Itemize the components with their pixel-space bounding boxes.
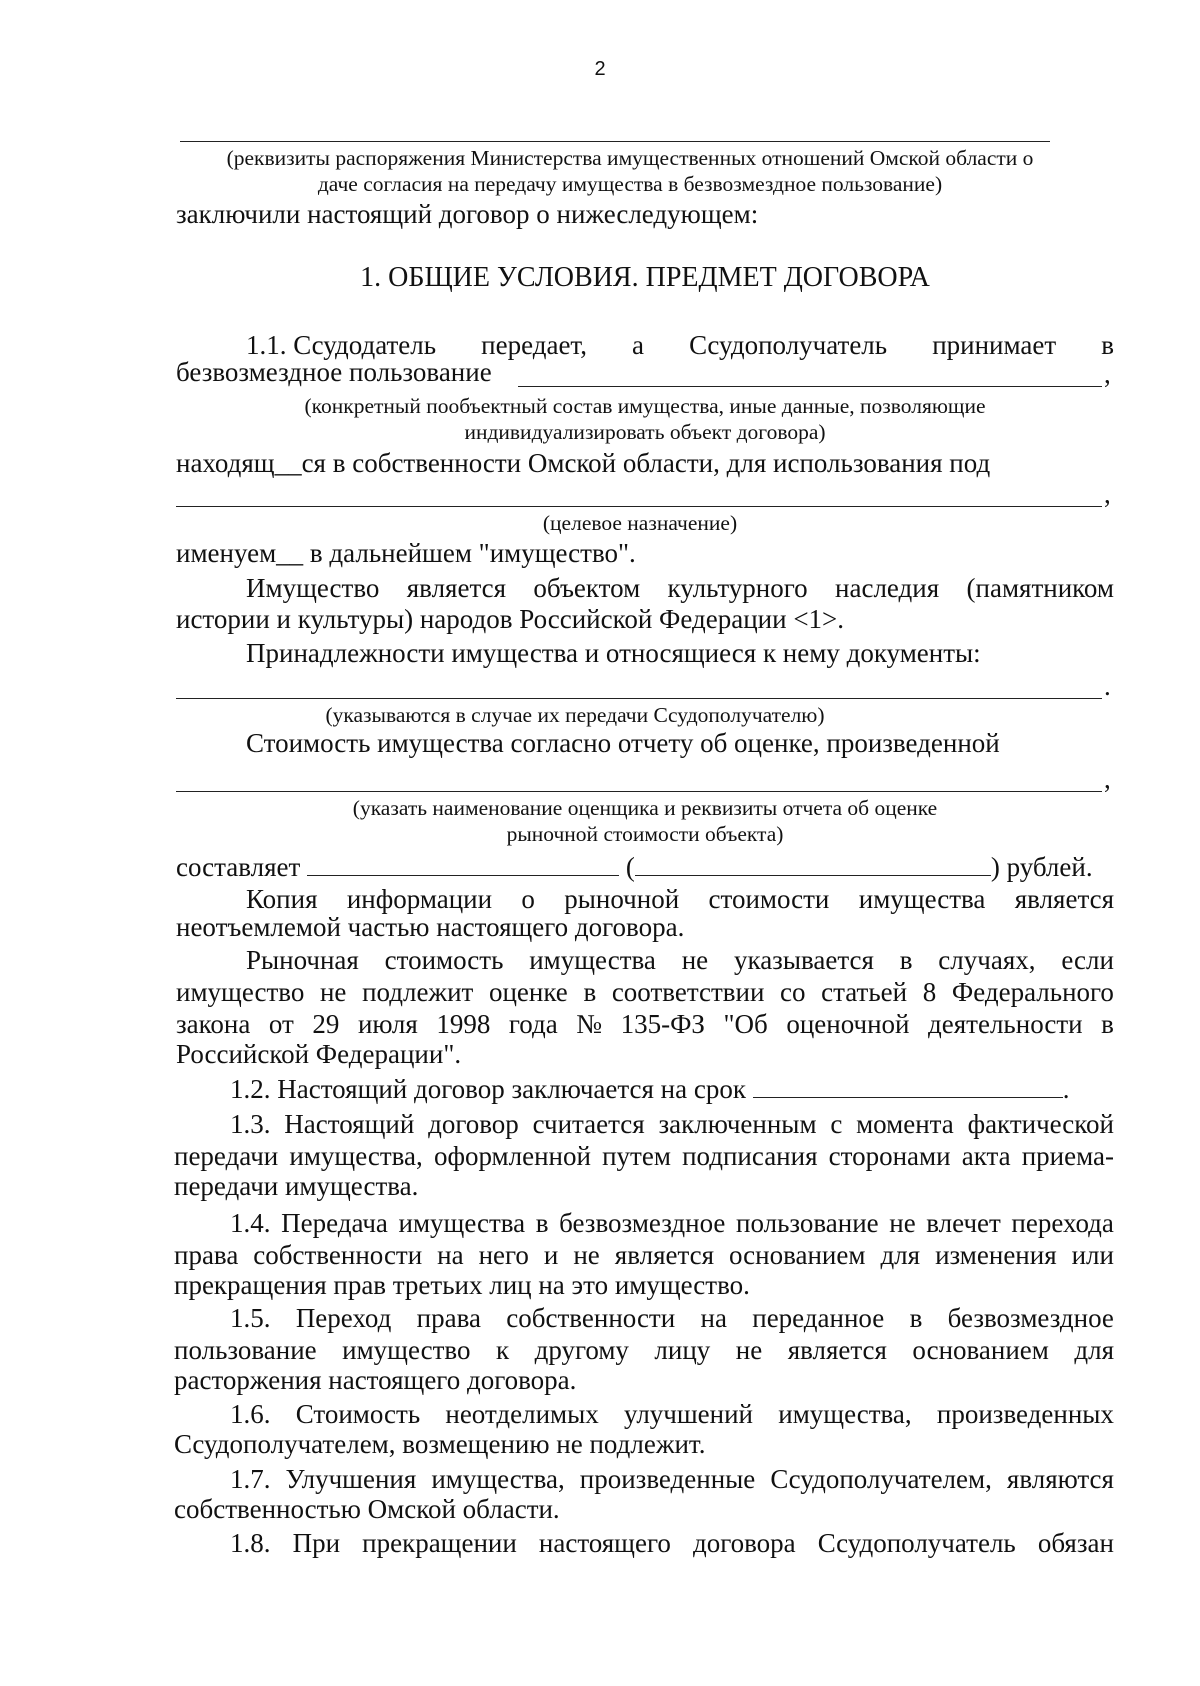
word: № (576, 1009, 603, 1039)
word: 29 (312, 1009, 340, 1039)
located-line: находящ__ся в собственности Омской области, для использования под (176, 448, 991, 478)
clause-1-4-line-1 (230, 1207, 1114, 1239)
word: является (787, 1335, 887, 1365)
word: 8 (922, 977, 937, 1007)
heritage-line-1 (246, 572, 1114, 604)
purpose-caption: (целевое назначение) (542, 511, 738, 535)
word: договор (428, 1109, 519, 1139)
word: 1.5. (230, 1303, 271, 1333)
requisites-caption-line-2: даче согласия на передачу имущества в безвозмездное пользование) (317, 172, 943, 196)
word: сторонами (828, 1141, 951, 1171)
clause-1-4-line-3: прекращения прав третьих лиц на это имущество. (174, 1270, 750, 1300)
word: не (319, 977, 347, 1007)
word: не (573, 1240, 600, 1270)
word: указывается (733, 945, 874, 975)
word: Ссудополучателем, (770, 1464, 992, 1494)
word: и (543, 1240, 559, 1270)
word: оценочной (786, 1009, 910, 1039)
word: на (700, 1303, 727, 1333)
word: к (495, 1335, 510, 1365)
cost-line: Стоимость имущества согласно отчету об оценке, произведенной (246, 728, 1000, 758)
word: приема- (1021, 1141, 1114, 1171)
word: собственности (506, 1303, 676, 1333)
comma: , (1104, 359, 1111, 389)
word: 1.3. (230, 1109, 271, 1139)
word: является (406, 573, 506, 603)
clause-1-8-line-1 (230, 1527, 1114, 1559)
word: культурного (667, 573, 808, 603)
amount-open-paren: ( (625, 852, 635, 882)
word: Переход (295, 1303, 392, 1333)
appraiser-blank-line (176, 791, 1102, 792)
word: для (880, 1240, 921, 1270)
word: в (1101, 330, 1114, 360)
amount-line (176, 851, 1093, 883)
word: стоимости (708, 884, 830, 914)
word: стоимость (384, 945, 504, 975)
word: являются (1006, 1464, 1114, 1494)
appraiser-caption-line-1: (указать наименование оценщика и реквизиты отчета об оценке (352, 796, 938, 820)
word: имущества (398, 1208, 526, 1238)
requisites-blank-line (180, 141, 1050, 142)
clause-1-6-line-1 (230, 1398, 1114, 1430)
word: от (268, 1009, 294, 1039)
term-blank (753, 1073, 1063, 1098)
word: него (478, 1240, 529, 1270)
clause-1-3-line-3: передачи имущества. (174, 1171, 419, 1201)
word: 1.4. (230, 1208, 271, 1238)
word: Федерального (951, 977, 1114, 1007)
word: 1.8. (230, 1528, 271, 1558)
word: на (437, 1240, 464, 1270)
amount-words-blank (635, 851, 991, 876)
word: наследия (835, 573, 940, 603)
word: является (614, 1240, 715, 1270)
word: права (174, 1240, 239, 1270)
word: заключенным (658, 1109, 817, 1139)
word: лицу (654, 1335, 711, 1365)
word: объектом (533, 573, 641, 603)
word: неотделимых (445, 1399, 599, 1429)
market-line-1 (246, 944, 1114, 976)
word: обязан (1037, 1528, 1114, 1558)
word: не (735, 1335, 763, 1365)
clause-1-2 (230, 1073, 1069, 1105)
word: имущества, (431, 1464, 565, 1494)
word: перехода (1011, 1208, 1114, 1238)
amount-prefix: составляет (176, 852, 301, 882)
word: 1.1. Ссудодатель (246, 330, 437, 360)
word: фактической (967, 1109, 1114, 1139)
page-number: 2 (594, 58, 606, 80)
word: переданное (752, 1303, 885, 1333)
comma: , (1104, 764, 1111, 794)
clause-1-5-line-3: расторжения настоящего договора. (174, 1365, 577, 1395)
word: соответствии (611, 977, 765, 1007)
market-line-2 (176, 976, 1114, 1008)
word: права (416, 1303, 481, 1333)
word: передачи (174, 1141, 279, 1171)
comma: , (1104, 479, 1111, 509)
word: июля (357, 1009, 418, 1039)
word: закона (176, 1009, 251, 1039)
word: произведенные (579, 1464, 756, 1494)
clause-1-5-line-1 (230, 1302, 1114, 1334)
word: имущества, (289, 1141, 423, 1171)
word: изменения (935, 1240, 1057, 1270)
word: 1998 (436, 1009, 491, 1039)
word: момента (856, 1109, 954, 1139)
intro-line: заключили настоящий договор о нижеследующем: (176, 199, 759, 229)
word: Улучшения (285, 1464, 417, 1494)
word: Ссудополучатель (817, 1528, 1016, 1558)
dot: . (1104, 671, 1111, 701)
composition-caption-line-2: индивидуализировать объект договора) (464, 420, 826, 444)
word: пользование (174, 1335, 317, 1365)
composition-blank-line (518, 386, 1102, 387)
word: в (909, 1303, 923, 1333)
word: подлежит (362, 977, 474, 1007)
word: Стоимость (295, 1399, 421, 1429)
word: информации (346, 884, 493, 914)
clause-1-1-line-2: безвозмездное пользование (176, 357, 492, 387)
word: путем (602, 1141, 671, 1171)
word: для (1074, 1335, 1114, 1365)
word: улучшений (624, 1399, 754, 1429)
requisites-caption-line-1: (реквизиты распоряжения Министерства имущественных отношений Омской области о (226, 146, 1034, 170)
accessories-line: Принадлежности имущества и относящиеся к нему документы: (246, 638, 981, 668)
word: в (1101, 1009, 1114, 1039)
word: (памятником (966, 573, 1114, 603)
clause-1-4-line-2 (174, 1239, 1114, 1271)
word: имущество (342, 1335, 471, 1365)
word: оценке (488, 977, 568, 1007)
word: принимает (932, 330, 1057, 360)
market-line-3 (176, 1008, 1114, 1040)
copy-line-2: неотъемлемой частью настоящего договора. (176, 912, 685, 942)
word: о (521, 884, 535, 914)
clause-1-6-line-2: Ссудополучателем, возмещению не подлежит. (174, 1429, 706, 1459)
word: 135-ФЗ (620, 1009, 705, 1039)
word: или (1071, 1240, 1114, 1270)
word: Настоящий (284, 1109, 415, 1139)
word: произведенных (936, 1399, 1114, 1429)
word: 1.7. (230, 1464, 271, 1494)
word: не (681, 945, 709, 975)
market-line-4: Российской Федерации". (176, 1039, 462, 1069)
word: другому (534, 1335, 629, 1365)
word: Копия (246, 884, 318, 914)
word: собственности (253, 1240, 423, 1270)
word: оформленной (433, 1141, 591, 1171)
amount-suffix: ) рублей. (990, 852, 1093, 882)
clause-1-7-line-2: собственностью Омской области. (174, 1494, 560, 1524)
word: основанием (912, 1335, 1049, 1365)
purpose-blank-line (176, 506, 1102, 507)
word: имущество (176, 977, 305, 1007)
composition-caption-line-1: (конкретный пообъектный состав имущества, иные данные, позволяющие (304, 394, 986, 418)
heritage-line-2: истории и культуры) народов Российской Федерации <1>. (176, 604, 845, 634)
word: акта (961, 1141, 1011, 1171)
clause-1-2-end: . (1062, 1074, 1070, 1104)
word: При (292, 1528, 341, 1558)
word: "Об (723, 1009, 768, 1039)
word: настоящего (538, 1528, 671, 1558)
clause-1-7-line-1 (230, 1463, 1114, 1495)
word: Имущество (246, 573, 380, 603)
word: года (508, 1009, 558, 1039)
word: в (583, 977, 597, 1007)
word: в (535, 1208, 549, 1238)
section-title: 1. ОБЩИЕ УСЛОВИЯ. ПРЕДМЕТ ДОГОВОРА (360, 262, 930, 293)
accessories-blank-line (176, 698, 1102, 699)
word: влечет (926, 1208, 1001, 1238)
clause-1-2-text: 1.2. Настоящий договор заключается на срок (230, 1074, 746, 1104)
word: если (1061, 945, 1114, 975)
named-line: именуем__ в дальнейшем "имущество". (176, 538, 636, 568)
word: договора (692, 1528, 796, 1558)
word: имущества, (778, 1399, 912, 1429)
word: основанием (729, 1240, 866, 1270)
word: безвозмездное (559, 1208, 726, 1238)
word: в (899, 945, 913, 975)
word: 1.6. (230, 1399, 271, 1429)
word: рыночной (564, 884, 680, 914)
word: с (830, 1109, 843, 1139)
word: статьей (821, 977, 908, 1007)
word: имущества (858, 884, 986, 914)
word: пользование (736, 1208, 879, 1238)
word: подписания (682, 1141, 818, 1171)
appraiser-caption-line-2: рыночной стоимости объекта) (506, 822, 784, 846)
word: со (780, 977, 806, 1007)
clause-1-3-line-1 (230, 1108, 1114, 1140)
word: передает, (481, 330, 587, 360)
word: Передача (281, 1208, 388, 1238)
word: Ссудополучатель (689, 330, 888, 360)
word: Рыночная (246, 945, 359, 975)
word: деятельности (928, 1009, 1083, 1039)
accessories-caption: (указываются в случае их передачи Ссудополучателю) (325, 703, 825, 727)
amount-digits-blank (307, 851, 619, 876)
word: случаях, (938, 945, 1036, 975)
word: а (632, 330, 645, 360)
word: не (889, 1208, 916, 1238)
word: прекращении (362, 1528, 517, 1558)
word: безвозмездное (947, 1303, 1114, 1333)
word: является (1014, 884, 1114, 914)
word: считается (532, 1109, 645, 1139)
word: имущества (529, 945, 656, 975)
clause-1-3-line-2 (174, 1140, 1114, 1172)
clause-1-5-line-2 (174, 1334, 1114, 1366)
